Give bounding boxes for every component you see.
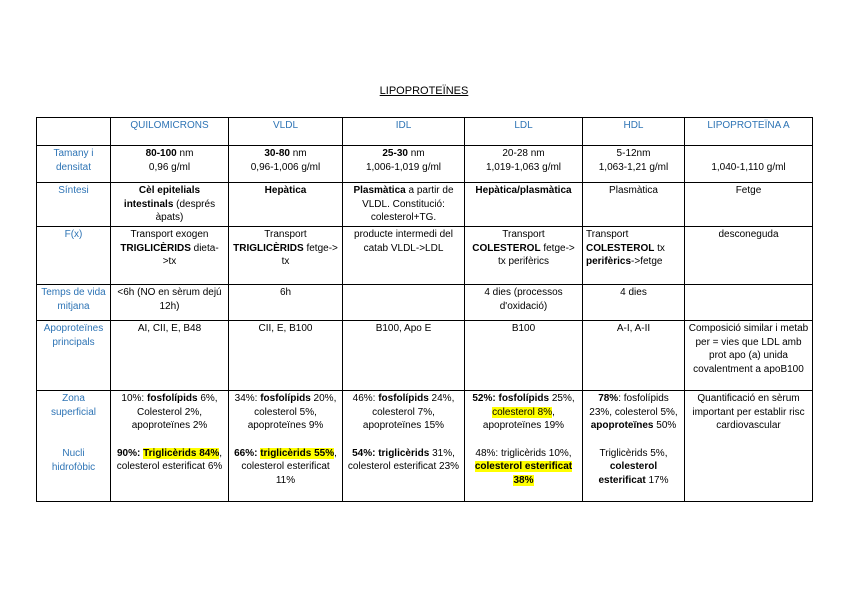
- cell-temps-hdl: 4 dies: [583, 285, 685, 321]
- cell-apo-ldl: B100: [465, 321, 583, 391]
- cell-apo-lipoproteina-a: Composició similar i metab per = vies que LDL amb prot apo (a) unida covalentment a apoB100: [685, 321, 813, 391]
- cell-comp-quilomicrons: 10%: fosfolípids 6%, Colesterol 2%, apoproteïnes 2% 90%: Triglicèrids 84%, colesterol esterificat 6%: [111, 391, 229, 502]
- cell-temps-quilomicrons: <6h (NO en sèrum dejú 12h): [111, 285, 229, 321]
- cell-fx-idl: producte intermedi del catab VLDL->LDL: [343, 227, 465, 285]
- label-zona-superficial: Zona superficial: [50, 393, 97, 418]
- col-header-quilomicrons: QUILOMICRONS: [111, 118, 229, 146]
- row-composicio: [37, 391, 813, 502]
- cell-temps-idl: [343, 285, 465, 321]
- cell-apo-quilomicrons: AI, CII, E, B48: [111, 321, 229, 391]
- row-label-temps: Temps de vida mitjana: [37, 285, 111, 321]
- cell-apo-vldl: CII, E, B100: [229, 321, 343, 391]
- cell-sintesi-lipoproteina-a: Fetge: [685, 183, 813, 227]
- cell-sintesi-quilomicrons: Cèl epitelials intestinals (després àpats): [111, 183, 229, 227]
- col-header-hdl: HDL: [583, 118, 685, 146]
- col-header-vldl: VLDL: [229, 118, 343, 146]
- cell-tamany-lipoproteina-a: 1,040-1,110 g/ml: [685, 146, 813, 183]
- cell-fx-lipoproteina-a: desconeguda: [685, 227, 813, 285]
- cell-fx-hdl: Transport COLESTEROL tx perifèrics->fetge: [583, 227, 685, 285]
- row-label-tamany: Tamany i densitat: [37, 146, 111, 183]
- cell-fx-quilomicrons: Transport exogen TRIGLICÈRIDS dieta->tx: [111, 227, 229, 285]
- cell-apo-hdl: A-I, A-II: [583, 321, 685, 391]
- row-label-fx: F(x): [37, 227, 111, 285]
- header-row: [37, 118, 813, 146]
- cell-comp-ldl: 52%: fosfolípids 25%, colesterol 8%, apoproteïnes 19% 48%: triglicèrids 10%, colesterol esterificat 38%: [465, 391, 583, 502]
- corner-cell: [37, 118, 111, 146]
- cell-sintesi-ldl: Hepàtica/plasmàtica: [465, 183, 583, 227]
- row-temps: [37, 285, 813, 321]
- col-header-lipoproteina-a: LIPOPROTEÏNA A: [685, 118, 813, 146]
- cell-comp-hdl: 78%: fosfolípids 23%, colesterol 5%, apoproteïnes 50% Triglicèrids 5%, colesterol esterificat 17%: [583, 391, 685, 502]
- row-apoproteines: [37, 321, 813, 391]
- cell-tamany-quilomicrons: 80-100 nm 0,96 g/ml: [111, 146, 229, 183]
- col-header-idl: IDL: [343, 118, 465, 146]
- cell-tamany-hdl: 5-12nm 1,063-1,21 g/ml: [583, 146, 685, 183]
- row-sintesi: [37, 183, 813, 227]
- cell-temps-ldl: 4 dies (processos d'oxidació): [465, 285, 583, 321]
- row-label-zona-nucli: [37, 391, 111, 502]
- cell-sintesi-hdl: Plasmàtica: [583, 183, 685, 227]
- col-header-ldl: LDL: [465, 118, 583, 146]
- row-fx: [37, 227, 813, 285]
- cell-tamany-ldl: 20-28 nm 1,019-1,063 g/ml: [465, 146, 583, 183]
- row-label-apoproteines: Apoproteïnes principals: [37, 321, 111, 391]
- cell-fx-vldl: Transport TRIGLICÈRIDS fetge-> tx: [229, 227, 343, 285]
- row-tamany: [37, 146, 813, 183]
- cell-sintesi-vldl: Hepàtica: [229, 183, 343, 227]
- cell-temps-vldl: 6h: [229, 285, 343, 321]
- cell-sintesi-idl: Plasmàtica a partir de VLDL. Constitució: colesterol+TG.: [343, 183, 465, 227]
- cell-temps-lipoproteina-a: [685, 285, 813, 321]
- page-title: LIPOPROTEÏNES: [379, 85, 469, 97]
- cell-apo-idl: B100, Apo E: [343, 321, 465, 391]
- row-label-sintesi: Síntesi: [37, 183, 111, 227]
- cell-tamany-idl: 25-30 nm 1,006-1,019 g/ml: [343, 146, 465, 183]
- lipoprotein-table: [36, 117, 813, 502]
- cell-comp-idl: 46%: fosfolípids 24%, colesterol 7%, apoproteïnes 15% 54%: triglicèrids 31%, colesterol esterificat 23%: [343, 391, 465, 502]
- cell-comp-lipoproteina-a: Quantificació en sèrum important per establir risc cardiovascular: [685, 391, 813, 502]
- cell-tamany-vldl: 30-80 nm 0,96-1,006 g/ml: [229, 146, 343, 183]
- label-nucli-hidrofobic: Nucli hidrofòbic: [51, 448, 96, 473]
- cell-fx-ldl: Transport COLESTEROL fetge-> tx perifèrics: [465, 227, 583, 285]
- cell-comp-vldl: 34%: fosfolípids 20%, colesterol 5%, apoproteïnes 9% 66%: triglicèrids 55%, colesterol esterificat 11%: [229, 391, 343, 502]
